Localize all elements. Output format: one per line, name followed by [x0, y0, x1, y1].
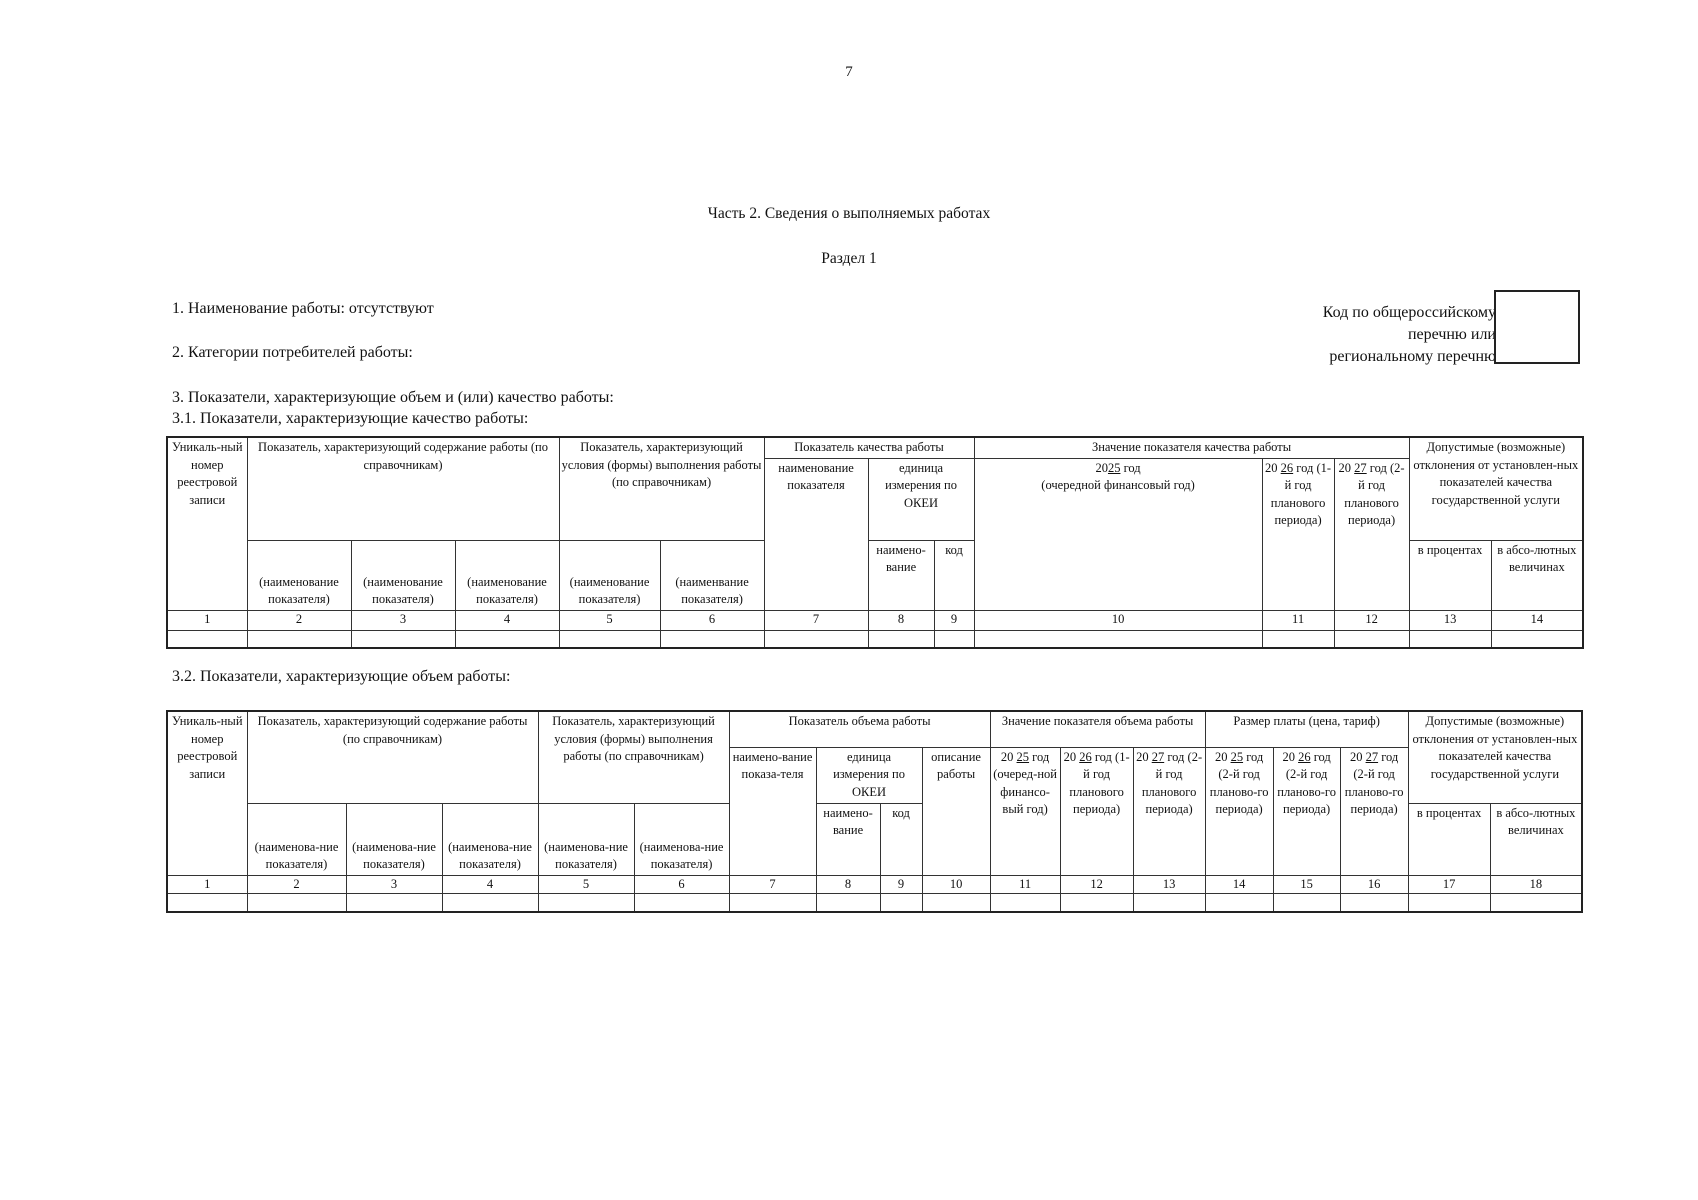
- condition-indicator-header: Показатель, характеризующий условия (формы) выполнения работы (по справочникам): [538, 711, 729, 803]
- unit-code-header: код: [880, 803, 922, 875]
- column-number-row: [167, 610, 1583, 630]
- fee-2027-header: [1340, 747, 1408, 875]
- table-cell[interactable]: [167, 894, 247, 912]
- year-suffix: год: [1369, 460, 1387, 475]
- year-prefix: 20: [1282, 749, 1295, 764]
- fee-2025-header: [1205, 747, 1273, 875]
- table-cell[interactable]: [974, 630, 1262, 648]
- deviation-percent-header: в процентах: [1409, 540, 1491, 610]
- section-title: Раздел 1: [821, 250, 877, 267]
- column-number: 8: [868, 610, 934, 630]
- year-value: 26: [1280, 460, 1294, 475]
- quality-indicators-heading: 3.1. Показатели, характеризующие качество работы:: [172, 410, 529, 427]
- table-cell[interactable]: [729, 894, 816, 912]
- content-indicator-2-header: (наименова-ние показателя): [346, 803, 442, 875]
- condition-indicator-2-header: (наименова-ние показателя): [634, 803, 729, 875]
- table-cell[interactable]: [764, 630, 868, 648]
- column-number: 12: [1060, 875, 1133, 894]
- deviations-header: Допустимые (возможные) отклонения от установлен-ных показателей качества государственной услуги: [1409, 437, 1583, 540]
- table-cell[interactable]: [1491, 630, 1583, 648]
- year-suffix: год: [1032, 749, 1050, 764]
- year-prefix: 20: [1214, 749, 1228, 764]
- table-cell[interactable]: [868, 630, 934, 648]
- column-number: 4: [455, 610, 559, 630]
- table-cell[interactable]: [660, 630, 764, 648]
- table-cell[interactable]: [247, 630, 351, 648]
- year-note: (2-й год планового периода): [1141, 749, 1203, 816]
- table-cell[interactable]: [634, 894, 729, 912]
- column-number: 10: [922, 875, 990, 894]
- volume-value-header: Значение показателя объема работы: [990, 711, 1205, 747]
- condition-indicator-header: Показатель, характеризующий условия (формы) выполнения работы (по справочникам): [559, 437, 764, 540]
- fee-size-header: Размер платы (цена, тариф): [1205, 711, 1408, 747]
- column-number: 2: [247, 875, 346, 894]
- year-note: (1-й год планового периода): [1069, 749, 1130, 816]
- table-row: [167, 630, 1583, 648]
- deviation-percent-header: в процентах: [1408, 803, 1490, 875]
- deviation-absolute-header: в абсо-лютных величинах: [1491, 540, 1583, 610]
- column-number: 6: [660, 610, 764, 630]
- registry-code-label: [1200, 302, 1496, 368]
- content-indicator-3-header: (наименование показателя): [455, 540, 559, 610]
- condition-indicator-2-header: (наименвание показателя): [660, 540, 764, 610]
- year-suffix: год: [1296, 460, 1314, 475]
- table-cell[interactable]: [990, 894, 1060, 912]
- year-note: (2-й год планово-го периода): [1277, 767, 1336, 816]
- column-number: 9: [934, 610, 974, 630]
- column-number: 3: [346, 875, 442, 894]
- column-number: 13: [1409, 610, 1491, 630]
- year-suffix: год: [1246, 749, 1264, 764]
- year-value: 25: [1016, 749, 1030, 764]
- column-number: 5: [538, 875, 634, 894]
- column-number: 13: [1133, 875, 1205, 894]
- column-number: 5: [559, 610, 660, 630]
- year-note: (2-й год планово-го периода): [1344, 767, 1404, 816]
- year-prefix: 20: [1000, 749, 1014, 764]
- table-cell[interactable]: [1060, 894, 1133, 912]
- table-cell[interactable]: [351, 630, 455, 648]
- volume-2025-header: [990, 747, 1060, 875]
- column-number: 18: [1490, 875, 1582, 894]
- consumer-categories-field: 2. Категории потребителей работы:: [172, 344, 413, 361]
- part-title: Часть 2. Сведения о выполняемых работах: [707, 205, 991, 222]
- year-2027-header: [1334, 458, 1409, 610]
- code-label-line-3: региональному перечню: [1329, 348, 1496, 365]
- page-number: 7: [845, 64, 853, 80]
- table-cell[interactable]: [934, 630, 974, 648]
- indicator-name-header: наименование показателя: [764, 458, 868, 610]
- column-number: 15: [1273, 875, 1340, 894]
- table-cell[interactable]: [1490, 894, 1582, 912]
- measure-unit-header: единица измерения по ОКЕИ: [868, 458, 974, 540]
- quality-value-header: Значение показателя качества работы: [974, 437, 1409, 458]
- volume-indicator-header: Показатель объема работы: [729, 711, 990, 747]
- column-number-row: [167, 875, 1582, 894]
- table-cell[interactable]: [1334, 630, 1409, 648]
- year-value: 27: [1365, 749, 1379, 764]
- table-cell[interactable]: [1409, 630, 1491, 648]
- year-suffix: год: [1123, 460, 1141, 475]
- column-number: 17: [1408, 875, 1490, 894]
- condition-indicator-1-header: (наименование показателя): [559, 540, 660, 610]
- code-label-line-1: Код по общероссийскому: [1322, 304, 1496, 321]
- table-cell[interactable]: [1408, 894, 1490, 912]
- table-cell[interactable]: [922, 894, 990, 912]
- indicator-name-header: наимено-вание показа-теля: [729, 747, 816, 875]
- volume-2027-header: [1133, 747, 1205, 875]
- unique-number-header: Уникаль-ный номер реестровой записи: [167, 437, 247, 610]
- content-indicator-2-header: (наименование показателя): [351, 540, 455, 610]
- column-number: 9: [880, 875, 922, 894]
- deviations-header: Допустимые (возможные) отклонения от установлен-ных показателей качества государственной услуги: [1408, 711, 1582, 803]
- work-description-header: описание работы: [922, 747, 990, 875]
- column-number: 7: [764, 610, 868, 630]
- table-cell[interactable]: [538, 894, 634, 912]
- work-name-field: 1. Наименование работы: отсутствуют: [172, 300, 434, 317]
- year-prefix: 20: [1349, 749, 1363, 764]
- year-value: 26: [1079, 749, 1092, 764]
- year-value: 27: [1354, 460, 1367, 475]
- content-indicator-header: Показатель, характеризующий содержание работы (по справочникам): [247, 437, 559, 540]
- year-note: (очеред-ной финансо-вый год): [993, 767, 1057, 816]
- year-suffix: год: [1167, 749, 1185, 764]
- table-cell[interactable]: [816, 894, 880, 912]
- column-number: 7: [729, 875, 816, 894]
- year-note: (2-й год планово-го периода): [1209, 767, 1269, 816]
- year-note: (очередной финансовый год): [1041, 478, 1195, 492]
- table-cell[interactable]: [1340, 894, 1408, 912]
- year-note: (1-й год планового периода): [1270, 460, 1332, 527]
- column-number: 4: [442, 875, 538, 894]
- year-2026-header: [1262, 458, 1334, 610]
- volume-2026-header: [1060, 747, 1133, 875]
- column-number: 12: [1334, 610, 1409, 630]
- fee-2026-header: [1273, 747, 1340, 875]
- condition-indicator-1-header: (наименова-ние показателя): [538, 803, 634, 875]
- table-cell[interactable]: [247, 894, 346, 912]
- content-indicator-1-header: (наименова-ние показателя): [247, 803, 346, 875]
- volume-indicators-table: [166, 710, 1583, 913]
- year-2025-header: [974, 458, 1262, 610]
- table-cell[interactable]: [1262, 630, 1334, 648]
- registry-code-box: [1494, 290, 1580, 364]
- column-number: 2: [247, 610, 351, 630]
- content-indicator-1-header: (наименование показателя): [247, 540, 351, 610]
- year-prefix: 20: [1265, 460, 1278, 475]
- column-number: 1: [167, 610, 247, 630]
- column-number: 6: [634, 875, 729, 894]
- year-prefix: 20: [1063, 749, 1077, 764]
- volume-indicators-heading: 3.2. Показатели, характеризующие объем работы:: [172, 668, 511, 685]
- unit-name-header: наимено-вание: [816, 803, 880, 875]
- column-number: 10: [974, 610, 1262, 630]
- column-number: 11: [1262, 610, 1334, 630]
- year-prefix: 20: [1338, 460, 1352, 475]
- year-value: 27: [1151, 749, 1165, 764]
- table-cell[interactable]: [167, 630, 247, 648]
- table-cell[interactable]: [455, 630, 559, 648]
- year-value: 25: [1230, 749, 1244, 764]
- code-label-line-2: перечню или: [1407, 326, 1496, 343]
- column-number: 1: [167, 875, 247, 894]
- quality-indicator-header: Показатель качества работы: [764, 437, 974, 458]
- unit-name-header: наимено-вание: [868, 540, 934, 610]
- table-cell[interactable]: [880, 894, 922, 912]
- column-number: 14: [1491, 610, 1583, 630]
- year-suffix: год: [1094, 749, 1112, 764]
- year-suffix: год: [1381, 749, 1399, 764]
- deviation-absolute-header: в абсо-лютных величинах: [1490, 803, 1582, 875]
- year-note: (2-й год планового периода): [1344, 460, 1405, 527]
- indicators-heading: 3. Показатели, характеризующие объем и (или) качество работы:: [172, 389, 614, 406]
- content-indicator-3-header: (наименова-ние показателя): [442, 803, 538, 875]
- table-cell[interactable]: [442, 894, 538, 912]
- measure-unit-header: единица измерения по ОКЕИ: [816, 747, 922, 803]
- column-number: 3: [351, 610, 455, 630]
- year-prefix: 20: [1095, 460, 1108, 475]
- column-number: 14: [1205, 875, 1273, 894]
- year-suffix: год: [1313, 749, 1331, 764]
- column-number: 8: [816, 875, 880, 894]
- table-cell[interactable]: [1133, 894, 1205, 912]
- year-value: 25: [1107, 460, 1121, 475]
- unit-code-header: код: [934, 540, 974, 610]
- table-cell[interactable]: [346, 894, 442, 912]
- quality-indicators-table: [166, 436, 1584, 649]
- column-number: 16: [1340, 875, 1408, 894]
- table-cell[interactable]: [559, 630, 660, 648]
- table-cell[interactable]: [1273, 894, 1340, 912]
- year-value: 26: [1298, 749, 1311, 764]
- content-indicator-header: Показатель, характеризующий содержание работы (по справочникам): [247, 711, 538, 803]
- unique-number-header: Уникаль-ный номер реестровой записи: [167, 711, 247, 875]
- table-row: [167, 894, 1582, 912]
- table-cell[interactable]: [1205, 894, 1273, 912]
- column-number: 11: [990, 875, 1060, 894]
- year-prefix: 20: [1136, 749, 1149, 764]
